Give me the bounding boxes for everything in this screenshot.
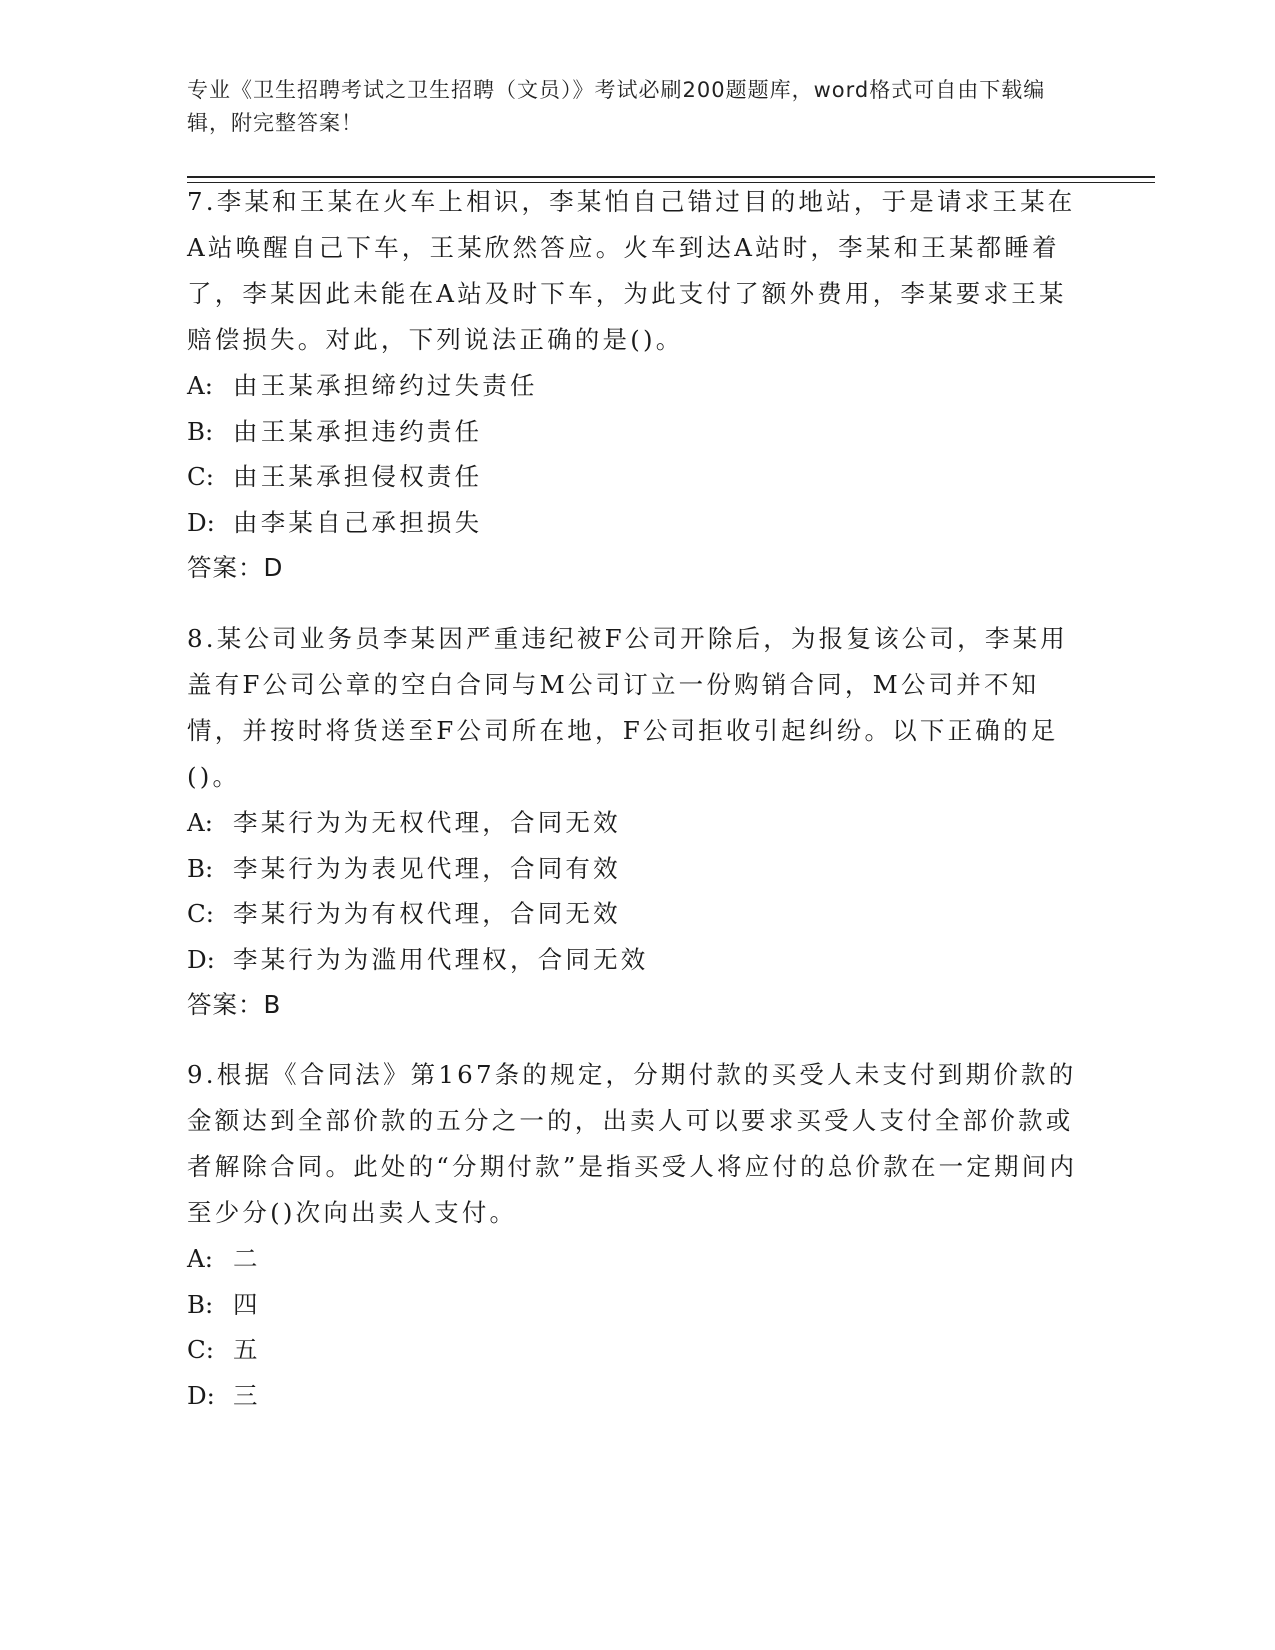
question-9 bbox=[187, 1052, 1087, 1418]
question-8 bbox=[187, 616, 1087, 1028]
option-key: B: bbox=[187, 1289, 214, 1319]
option-key: C: bbox=[187, 462, 215, 491]
option-b bbox=[187, 1282, 1087, 1328]
option-key: A: bbox=[187, 1244, 213, 1273]
option-text: 由李某自己承担损失 bbox=[233, 507, 483, 537]
option-key: B: bbox=[187, 416, 214, 446]
option-b bbox=[187, 409, 1087, 455]
option-d bbox=[187, 1373, 1087, 1419]
option-d bbox=[187, 937, 1087, 983]
option-key: D: bbox=[187, 507, 215, 537]
option-a bbox=[187, 363, 1087, 409]
option-text: 五 bbox=[233, 1335, 261, 1364]
option-text: 由王某承担侵权责任 bbox=[233, 462, 483, 491]
answer-line: 答案：B bbox=[187, 990, 282, 1019]
question-7 bbox=[187, 179, 1087, 591]
option-key: C: bbox=[187, 899, 215, 928]
option-text: 李某行为为滥用代理权，合同无效 bbox=[233, 944, 649, 974]
option-text: 李某行为为有权代理，合同无效 bbox=[233, 899, 621, 928]
option-text: 三 bbox=[233, 1380, 261, 1410]
option-key: D: bbox=[187, 1380, 215, 1410]
option-key: A: bbox=[187, 808, 213, 837]
option-text: 由王某承担缔约过失责任 bbox=[233, 371, 538, 400]
option-text: 李某行为为无权代理，合同无效 bbox=[233, 808, 621, 837]
option-a bbox=[187, 1236, 1087, 1282]
document-header: 专业《卫生招聘考试之卫生招聘（文员）》考试必刷200题题库，word格式可自由下载编辑，附完整答案！ bbox=[187, 78, 1046, 135]
option-c bbox=[187, 891, 1087, 937]
header-divider-thick bbox=[187, 176, 1155, 178]
option-text: 四 bbox=[233, 1289, 261, 1319]
option-c bbox=[187, 454, 1087, 500]
option-key: A: bbox=[187, 371, 213, 400]
option-text: 由王某承担违约责任 bbox=[233, 416, 483, 446]
question-stem: 8.某公司业务员李某因严重违纪被F公司开除后，为报复该公司，李某用盖有F公司公章的空白合同与M公司订立一份购销合同，M公司并不知情，并按时将货送至F公司所在地，F公司拒收引起纠纷。以下正确的足()。 bbox=[187, 624, 1068, 791]
option-b bbox=[187, 846, 1087, 892]
option-d bbox=[187, 500, 1087, 546]
option-text: 二 bbox=[233, 1244, 261, 1273]
answer-line: 答案：D bbox=[187, 553, 284, 582]
option-key: D: bbox=[187, 944, 215, 974]
question-stem: 9.根据《合同法》第167条的规定，分期付款的买受人未支付到期价款的金额达到全部价款的五分之一的，出卖人可以要求买受人支付全部价款或者解除合同。此处的“分期付款”是指买受人将应付的总价款在一定期间内至少分()次向出卖人支付。 bbox=[187, 1060, 1078, 1227]
option-c bbox=[187, 1327, 1087, 1373]
option-a bbox=[187, 800, 1087, 846]
option-key: C: bbox=[187, 1335, 215, 1364]
option-text: 李某行为为表见代理，合同有效 bbox=[233, 853, 621, 883]
question-stem: 7.李某和王某在火车上相识，李某怕自己错过目的地站，于是请求王某在A站唤醒自己下车，王某欣然答应。火车到达A站时，李某和王某都睡着了，李某因此未能在A站及时下车，为此支付了额外费用，李某要求王某赔偿损失。对此，下列说法正确的是()。 bbox=[187, 187, 1076, 354]
option-key: B: bbox=[187, 853, 214, 883]
